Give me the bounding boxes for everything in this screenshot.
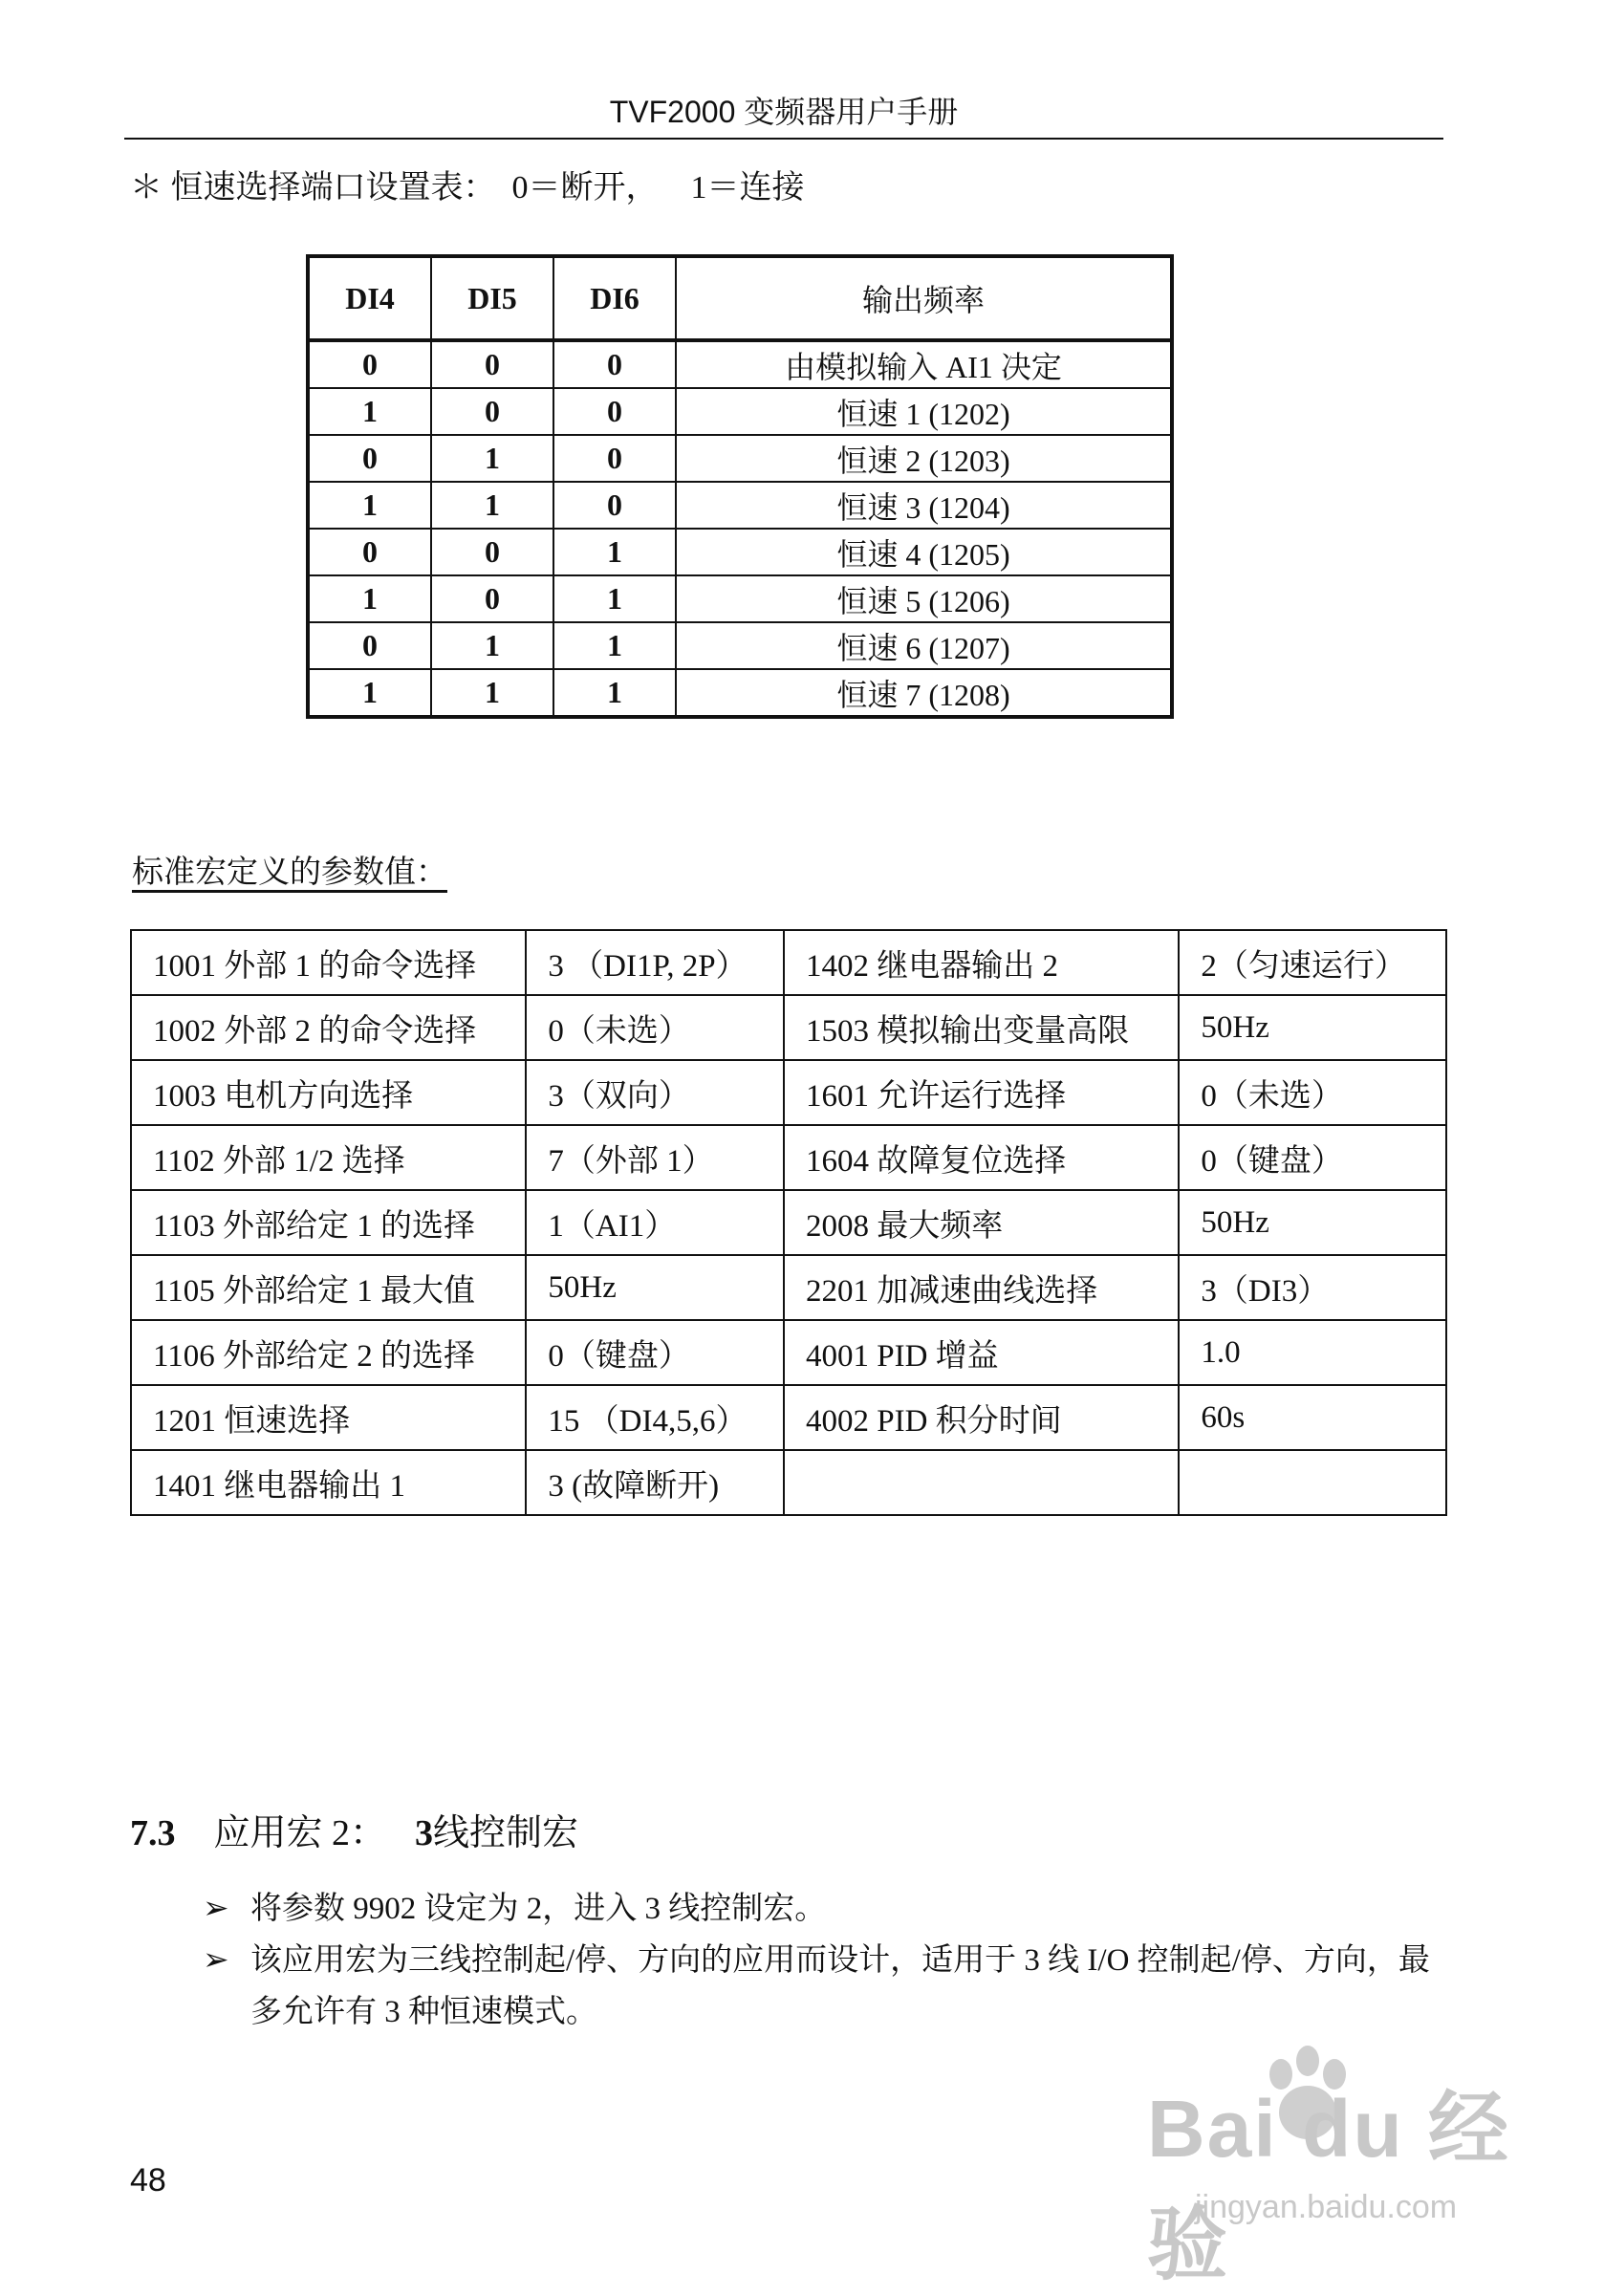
di-state-cell: 1 (431, 622, 553, 669)
param-name-cell: 1106 外部给定 2 的选择 (131, 1320, 526, 1385)
table-row (131, 1320, 1446, 1385)
speed-header-di6: DI6 (553, 256, 676, 340)
output-frequency-cell: 恒速 1 (1202) (676, 388, 1172, 435)
param-value-cell: 3（双向） (526, 1060, 784, 1125)
param-name-cell: 4001 PID 增益 (784, 1320, 1179, 1385)
table-row (308, 575, 1172, 622)
param-value-cell: 60s (1179, 1385, 1446, 1450)
di-state-cell: 0 (431, 529, 553, 575)
section-title-c: 线控制宏 (433, 1813, 579, 1853)
table-row (308, 388, 1172, 435)
param-name-cell: 1402 继电器输出 2 (784, 930, 1179, 995)
constant-speed-table (306, 254, 1174, 719)
di-state-cell: 1 (308, 575, 431, 622)
bullet-list (203, 1883, 1445, 2038)
param-name-cell: 4002 PID 积分时间 (784, 1385, 1179, 1450)
di-state-cell: 1 (553, 669, 676, 717)
param-value-cell: 7（外部 1） (526, 1125, 784, 1190)
table-row (308, 529, 1172, 575)
speed-header-output-frequency: 输出频率 (676, 256, 1172, 340)
list-item (203, 1883, 1445, 1935)
di-state-cell: 1 (308, 669, 431, 717)
di-state-cell: 1 (308, 482, 431, 529)
param-value-cell: 50Hz (526, 1255, 784, 1320)
output-frequency-cell: 恒速 6 (1207) (676, 622, 1172, 669)
arrow-bullet-icon: ➢ (203, 1943, 229, 1978)
table-row (131, 1060, 1446, 1125)
param-name-cell: 1201 恒速选择 (131, 1385, 526, 1450)
speed-header-di4: DI4 (308, 256, 431, 340)
di-state-cell: 1 (553, 622, 676, 669)
table-row (131, 1255, 1446, 1320)
watermark-logo: Bai du 经验 (1147, 2084, 1511, 2289)
param-value-cell: 3（DI3） (1179, 1255, 1446, 1320)
param-name-cell: 1401 继电器输出 1 (131, 1450, 526, 1515)
list-item (203, 1935, 1445, 2038)
param-name-cell: 1103 外部给定 1 的选择 (131, 1190, 526, 1255)
page-number: 48 (130, 2162, 166, 2199)
param-name-cell: 1503 模拟输出变量高限 (784, 995, 1179, 1060)
speed-header-di5: DI5 (431, 256, 553, 340)
baidu-watermark (1138, 2046, 1539, 2289)
output-frequency-cell: 恒速 3 (1204) (676, 482, 1172, 529)
param-name-cell: 1102 外部 1/2 选择 (131, 1125, 526, 1190)
bullet-text: 该应用宏为三线控制起/停、方向的应用而设计，适用于 3 线 I/O 控制起/停、方向，最多允许有 3 种恒速模式。 (250, 1943, 1430, 2029)
param-value-cell: 50Hz (1179, 1190, 1446, 1255)
di-state-cell: 1 (553, 529, 676, 575)
constant-speed-note: ＊ 恒速选择端口设置表： 0＝断开， 1＝连接 (130, 170, 805, 206)
param-value-cell: 0（未选） (1179, 1060, 1446, 1125)
param-name-cell: 1002 外部 2 的命令选择 (131, 995, 526, 1060)
arrow-bullet-icon: ➢ (203, 1892, 229, 1926)
di-state-cell: 0 (431, 340, 553, 388)
table-row (308, 669, 1172, 717)
output-frequency-cell: 由模拟输入 AI1 决定 (676, 340, 1172, 388)
header-title: TVF2000 变频器用户手册 (609, 95, 959, 129)
di-state-cell: 1 (431, 669, 553, 717)
table-row (131, 930, 1446, 995)
param-value-cell: 0（键盘） (526, 1320, 784, 1385)
di-state-cell: 0 (308, 529, 431, 575)
param-value-cell: 3 (故障断开) (526, 1450, 784, 1515)
table-row (131, 1125, 1446, 1190)
param-name-cell: 2201 加减速曲线选择 (784, 1255, 1179, 1320)
di-state-cell: 1 (308, 388, 431, 435)
param-name-cell: 1001 外部 1 的命令选择 (131, 930, 526, 995)
table-row (131, 995, 1446, 1060)
section-title-a: 应用宏 2： (213, 1813, 387, 1853)
table-row (308, 340, 1172, 388)
param-value-cell: 1（AI1） (526, 1190, 784, 1255)
param-value-cell (1179, 1450, 1446, 1515)
macro-params-title: 标准宏定义的参数值： (132, 856, 447, 890)
output-frequency-cell: 恒速 5 (1206) (676, 575, 1172, 622)
di-state-cell: 1 (553, 575, 676, 622)
di-state-cell: 1 (431, 482, 553, 529)
table-row (131, 1450, 1446, 1515)
section-title-b: 3 (415, 1813, 434, 1853)
di-state-cell: 0 (553, 340, 676, 388)
output-frequency-cell: 恒速 7 (1208) (676, 669, 1172, 717)
di-state-cell: 0 (431, 575, 553, 622)
table-row (131, 1385, 1446, 1450)
param-name-cell (784, 1450, 1179, 1515)
di-state-cell: 0 (308, 435, 431, 482)
bullet-text: 将参数 9902 设定为 2，进入 3 线控制宏。 (250, 1892, 827, 1926)
param-value-cell: 15 （DI4,5,6） (526, 1385, 784, 1450)
table-row (308, 435, 1172, 482)
di-state-cell: 0 (431, 388, 553, 435)
table-row (308, 482, 1172, 529)
param-value-cell: 50Hz (1179, 995, 1446, 1060)
output-frequency-cell: 恒速 2 (1203) (676, 435, 1172, 482)
param-name-cell: 1604 故障复位选择 (784, 1125, 1179, 1190)
param-name-cell: 1105 外部给定 1 最大值 (131, 1255, 526, 1320)
di-state-cell: 0 (553, 482, 676, 529)
param-value-cell: 3 （DI1P, 2P） (526, 930, 784, 995)
macro-params-table (130, 929, 1447, 1516)
watermark-url: jingyan.baidu.com (1195, 2189, 1458, 2225)
di-state-cell: 0 (553, 435, 676, 482)
output-frequency-cell: 恒速 4 (1205) (676, 529, 1172, 575)
param-value-cell: 1.0 (1179, 1320, 1446, 1385)
param-value-cell: 0（键盘） (1179, 1125, 1446, 1190)
param-name-cell: 1003 电机方向选择 (131, 1060, 526, 1125)
table-row (308, 622, 1172, 669)
page-header (124, 88, 1443, 140)
di-state-cell: 0 (308, 622, 431, 669)
section-number: 7.3 (130, 1813, 176, 1853)
param-value-cell: 0（未选） (526, 995, 784, 1060)
param-name-cell: 2008 最大频率 (784, 1190, 1179, 1255)
di-state-cell: 0 (553, 388, 676, 435)
table-row (131, 1190, 1446, 1255)
di-state-cell: 0 (308, 340, 431, 388)
speed-table-header-row (308, 256, 1172, 340)
section-heading (130, 1803, 578, 1855)
param-value-cell: 2（匀速运行） (1179, 930, 1446, 995)
param-name-cell: 1601 允许运行选择 (784, 1060, 1179, 1125)
di-state-cell: 1 (431, 435, 553, 482)
